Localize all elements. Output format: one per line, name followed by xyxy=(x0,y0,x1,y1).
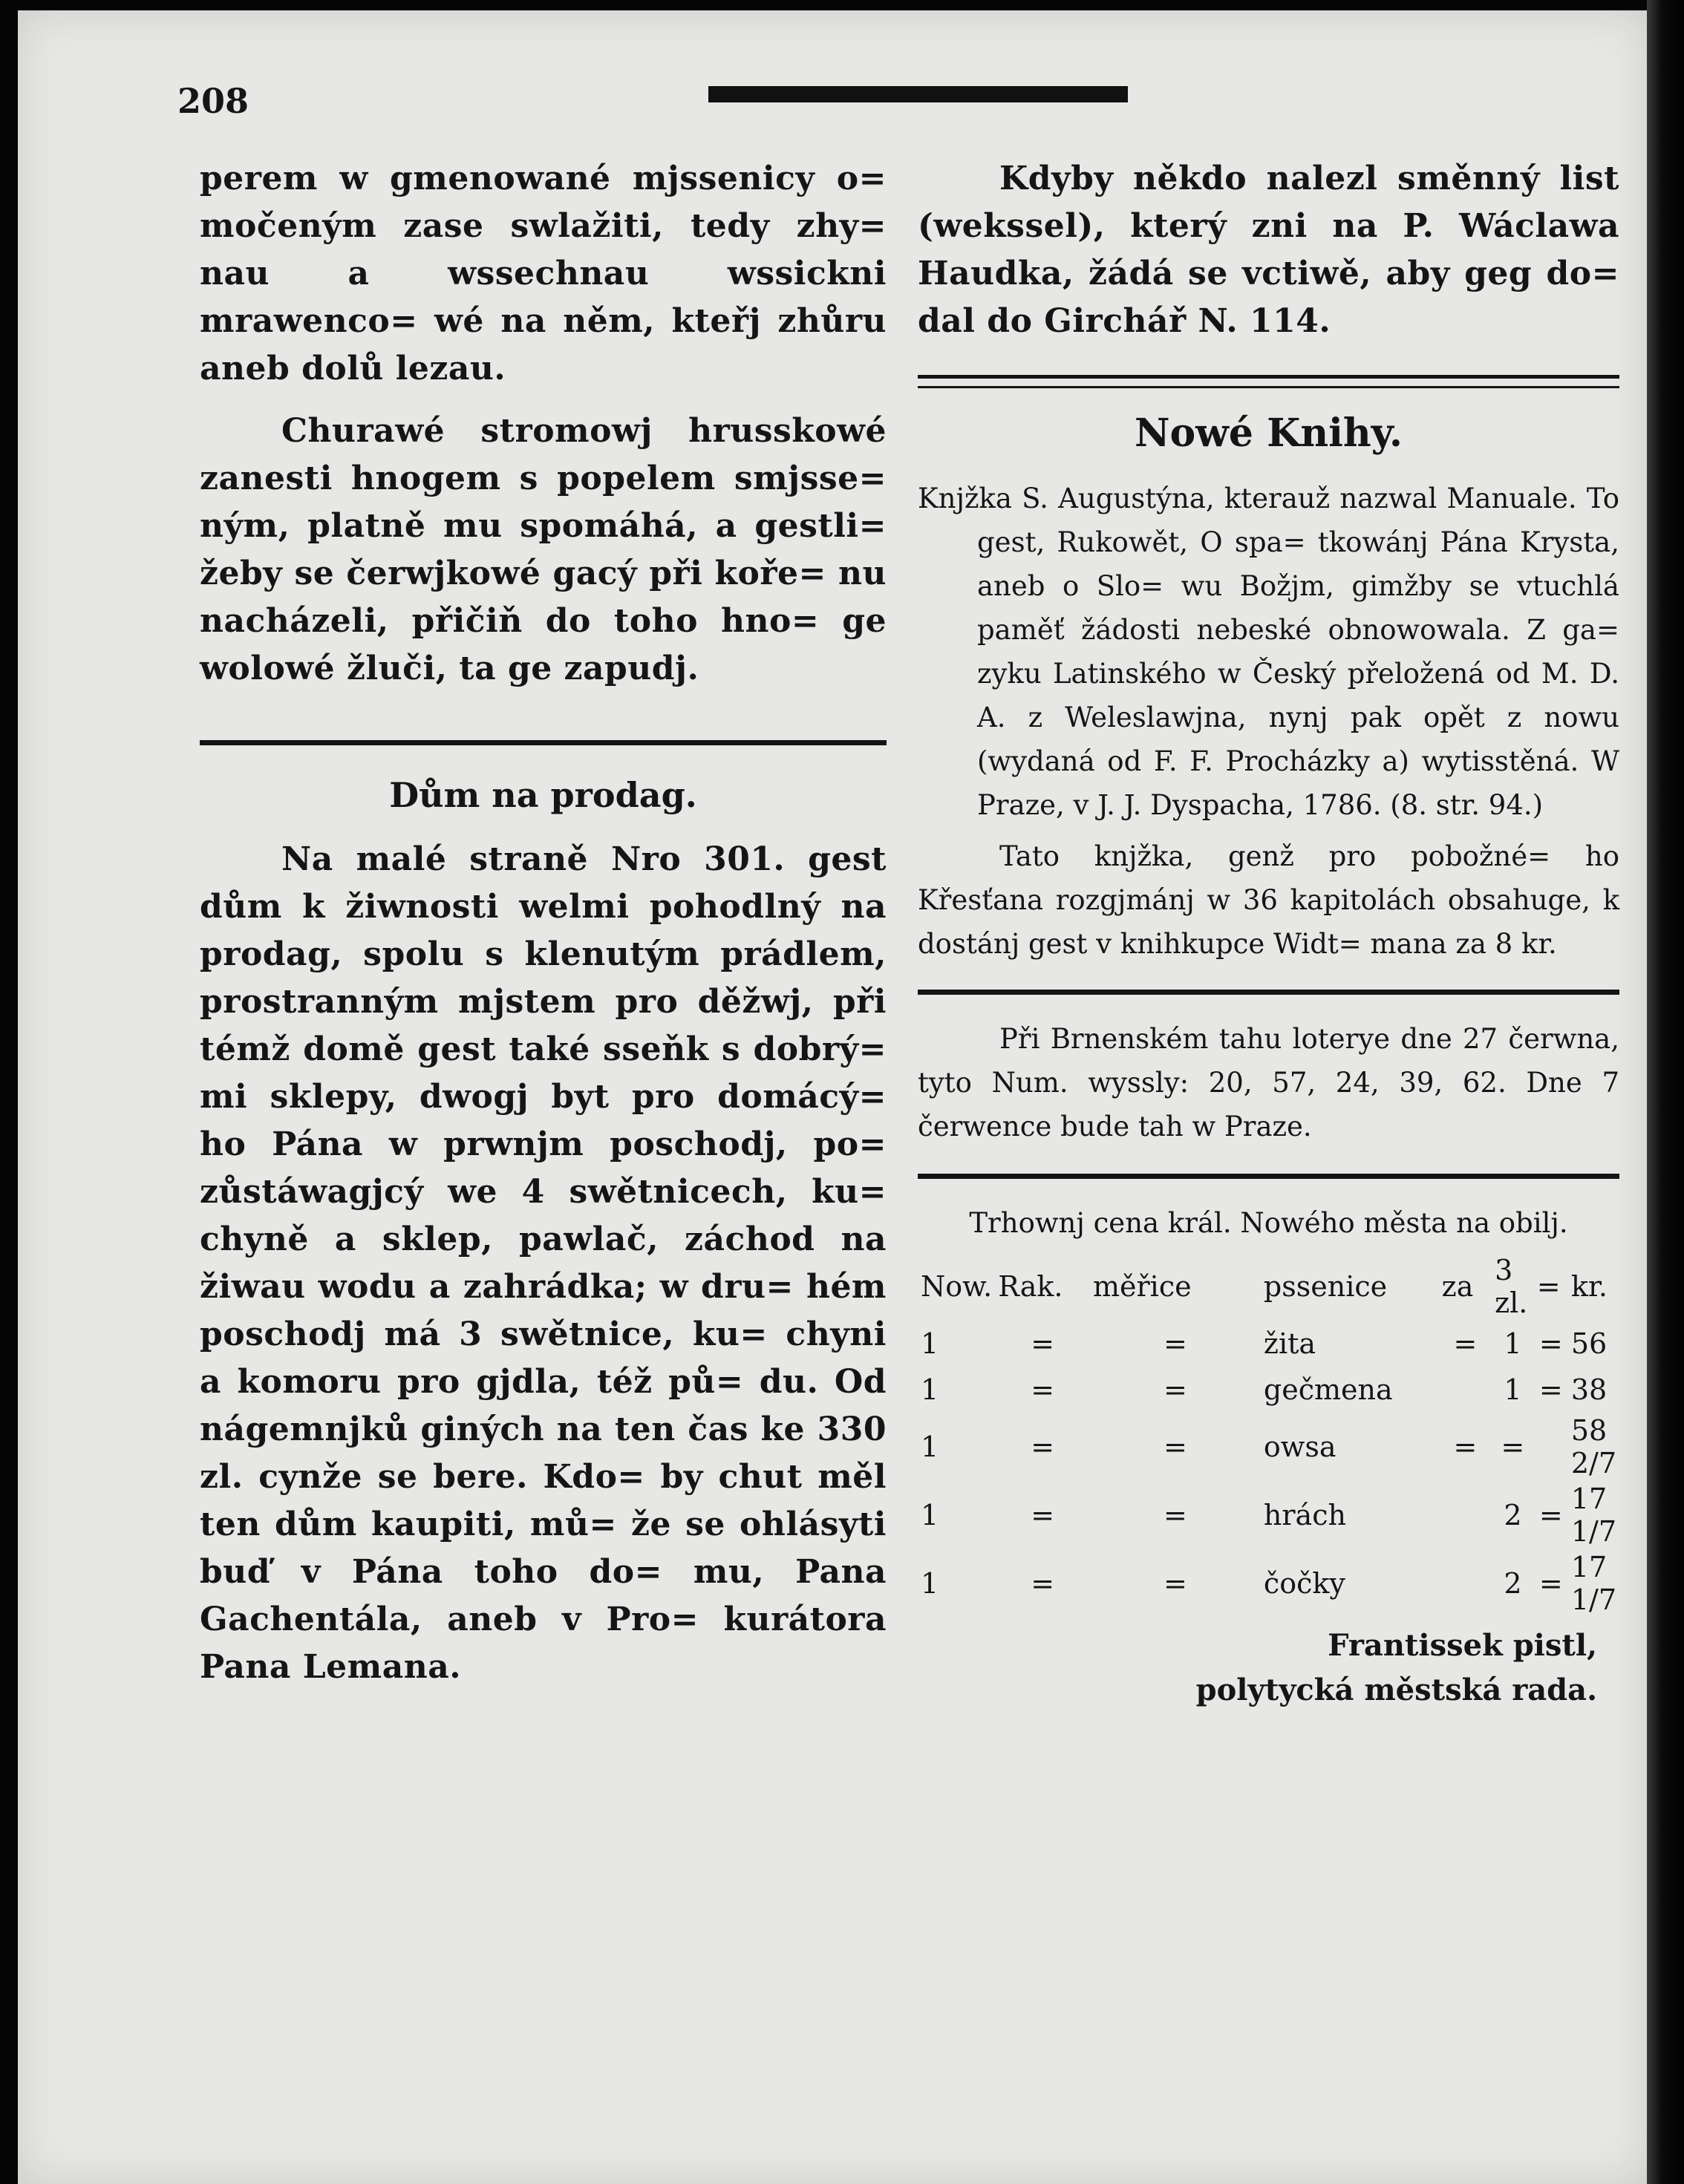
header-eq: = xyxy=(1536,1270,1561,1303)
grain-name: hrách xyxy=(1263,1499,1346,1531)
section-divider xyxy=(918,1174,1619,1179)
price-kr: 17 1/7 xyxy=(1570,1551,1616,1616)
book-entry: Knjžka S. Augustýna, kterauž nazwal Manuale. To gest, Rukowět, O spa= tkowánj Pána Krysta, aneb o Slo= wu Božjm, gimžby se vtuchlá paměť žádosti nebeské obnowowala. Z ga= zyku Latinského w Český přeložená od M. D. A. z Weleslawjna, nynj pak opět z nowu (wydaná od F. F. Procházky a) wytisstěná. W Praze, v J. J. Dyspacha, 1786. (8. str. 94.) xyxy=(918,483,1619,821)
header-zl: 3 zl. xyxy=(1495,1254,1528,1319)
right-column xyxy=(918,155,1619,1713)
ditto-mark: = xyxy=(1164,1567,1187,1600)
ditto-mark: = xyxy=(1031,1327,1055,1360)
ditto-mark: = xyxy=(1453,1431,1478,1463)
ditto-mark xyxy=(1439,1367,1492,1413)
ditto-mark: = xyxy=(1164,1499,1187,1531)
grain-prices-title: Trhownj cena král. Nowého města na obilj. xyxy=(969,1207,1568,1239)
scan-edge-shadow xyxy=(1647,0,1684,2184)
price-kr: 38 xyxy=(1570,1373,1608,1406)
price-kr: 58 2/7 xyxy=(1570,1414,1616,1480)
grain-name: žita xyxy=(1263,1327,1316,1360)
signature-title: polytycká městská rada. xyxy=(1195,1673,1597,1707)
price-zl: 2 xyxy=(1504,1499,1522,1531)
price-kr: 17 1/7 xyxy=(1570,1482,1616,1548)
ditto-mark: = xyxy=(1164,1431,1187,1463)
ditto-mark: = xyxy=(1538,1499,1563,1531)
newspaper-page xyxy=(18,10,1647,2184)
header-now: Now. xyxy=(921,1270,993,1303)
ditto-mark: = xyxy=(1538,1567,1563,1600)
ditto-mark: = xyxy=(1538,1373,1563,1406)
price-zl: = xyxy=(1501,1431,1525,1463)
gardening-paragraph-1: perem w gmenowané mjssenicy o= močeným zase swlažiti, tedy zhy= nau a wssechnau wssickni mrawenco= wé na něm, kteřj zhůru aneb dolů lezau. xyxy=(200,160,887,388)
ditto-mark: = xyxy=(1164,1327,1187,1360)
ditto-mark xyxy=(1439,1481,1492,1549)
grain-name: čočky xyxy=(1263,1567,1345,1600)
grain-name: owsa xyxy=(1263,1431,1337,1463)
lost-bill-notice: Kdyby někdo nalezl směnný list (wekssel), který zni na P. Wáclawa Haudka, žádá se vctiwě, aby geg do= dal do Girchář N. 114. xyxy=(918,160,1619,340)
ditto-mark: = xyxy=(1538,1327,1563,1360)
header-rak: Rak. xyxy=(998,1270,1063,1303)
price-zl: 2 xyxy=(1504,1567,1522,1600)
table-row xyxy=(918,1367,1619,1413)
table-row xyxy=(918,1413,1619,1481)
table-header-row xyxy=(918,1252,1619,1321)
ditto-mark: = xyxy=(1164,1373,1187,1406)
ditto-mark: = xyxy=(1453,1327,1478,1360)
price-kr: 56 xyxy=(1570,1327,1608,1360)
header-kr: kr. xyxy=(1570,1270,1608,1303)
new-books-title: Nowé Knihy. xyxy=(1134,411,1403,456)
house-sale-text: Na malé straně Nro 301. gest dům k žiwnosti welmi pohodlný na prodag, spolu s klenutým prádlem, prostranným mjstem pro děžwj, při témž domě gest také sseňk s dobrý= mi sklepy, dwogj byt pro domácý= ho Pána w prwnjm poschodj, po= zůstáwagjcý we 4 swětnicech, ku= chyně a sklep, pawlač, záchod na žiwau wodu a zahrádka; w dru= hém poschodj má 3 swětnice, ku= chyni a komoru pro gjdla, též pů= du. Od nágemnjků giných na ten čas ke 330 zl. cynže se bere. Kdo= by chut měl ten dům kaupiti, mů= že se ohlásyti buď v Pána toho do= mu, Pana Gachentála, aneb v Pro= kurátora Pana Lemana. xyxy=(200,840,887,1686)
price-zl: 1 xyxy=(1504,1373,1522,1406)
row-count: 1 xyxy=(921,1431,939,1463)
signature-block xyxy=(918,1624,1619,1713)
ditto-mark: = xyxy=(1031,1499,1055,1531)
row-count: 1 xyxy=(921,1373,939,1406)
header-rule xyxy=(708,86,1128,102)
gardening-paragraph-2: Churawé stromowj hrusskowé zanesti hnogem s popelem smjsse= ným, platně mu spomáhá, a gestli= žeby se čerwjkowé gacý při koře= nu nacházeli, přičiň do toho hno= ge wolowé žluči, ta ge zapudj. xyxy=(200,412,887,687)
section-divider xyxy=(918,375,1619,388)
ditto-mark: = xyxy=(1031,1431,1055,1463)
section-divider xyxy=(918,990,1619,995)
header-grain: pssenice xyxy=(1263,1270,1388,1303)
signature-name: Frantissek pistl, xyxy=(1328,1628,1597,1663)
row-count: 1 xyxy=(921,1327,939,1360)
section-divider xyxy=(200,740,887,745)
left-column xyxy=(200,155,887,1691)
lottery-results: Při Brnenském tahu loterye dne 27 čerwna, tyto Num. wyssly: 20, 57, 24, 39, 62. Dne 7 čerwence bude tah w Praze. xyxy=(918,1023,1619,1142)
table-row xyxy=(918,1549,1619,1618)
header-za: za xyxy=(1441,1270,1474,1303)
row-count: 1 xyxy=(921,1499,939,1531)
ditto-mark: = xyxy=(1031,1373,1055,1406)
ditto-mark xyxy=(1534,1413,1568,1481)
grain-price-table xyxy=(918,1252,1619,1618)
page-number: 208 xyxy=(177,81,249,121)
grain-name: gečmena xyxy=(1263,1373,1393,1406)
ditto-mark xyxy=(1439,1549,1492,1618)
table-row xyxy=(918,1481,1619,1549)
table-row xyxy=(918,1321,1619,1367)
house-sale-title: Dům na prodag. xyxy=(389,775,697,815)
row-count: 1 xyxy=(921,1567,939,1600)
ditto-mark: = xyxy=(1031,1567,1055,1600)
price-zl: 1 xyxy=(1504,1327,1522,1360)
header-merice: měřice xyxy=(1093,1270,1192,1303)
book-note: Tato knjžka, genž pro pobožné= ho Křesťana rozgjmánj w 36 kapitolách obsahuge, k dostánj gest v knihkupce Widt= mana za 8 kr. xyxy=(918,840,1619,960)
